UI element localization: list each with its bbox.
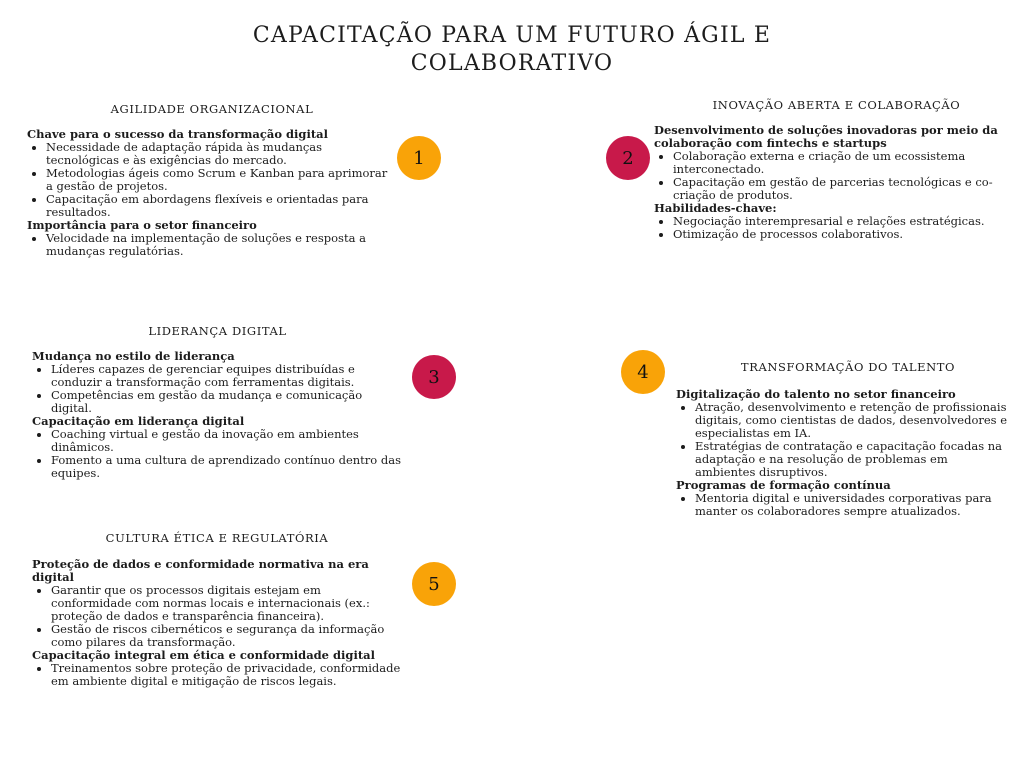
section-heading-inovacao: INOVAÇÃO ABERTA E COLABORAÇÃO	[712, 98, 961, 112]
sub-heading: Mudança no estilo de liderança	[32, 349, 235, 363]
section-number-badge-2: 2	[606, 136, 650, 180]
section-heading-cultura: CULTURA ÉTICA E REGULATÓRIA	[105, 531, 329, 545]
section-number-badge-3: 3	[412, 355, 456, 399]
bullet-list	[27, 232, 397, 258]
bullet-item: • Necessidade de adaptação rápida às mudanças tecnológicas e às exigências do mercado.	[46, 141, 397, 167]
sub-heading: Programas de formação contínua	[676, 478, 891, 492]
bullet-item: • Líderes capazes de gerenciar equipes distribuídas e conduzir a transformação com ferramentas digitais.	[51, 363, 402, 389]
bullet-list	[27, 141, 397, 219]
bullet-item: • Metodologias ágeis como Scrum e Kanban para aprimorar a gestão de projetos.	[46, 167, 397, 193]
bullet-list	[654, 215, 1004, 241]
sub-heading: Importância para o setor financeiro	[27, 218, 257, 232]
bullet-item: • Gestão de riscos cibernéticos e segurança da informação como pilares da transformação.	[51, 623, 402, 649]
bullet-list	[32, 428, 402, 480]
bullet-item: • Velocidade na implementação de soluções e resposta a mudanças regulatórias.	[46, 232, 397, 258]
bullet-item: • Mentoria digital e universidades corporativas para manter os colaboradores sempre atualizados.	[695, 492, 1011, 518]
section-body-inovacao	[654, 124, 1004, 241]
bullet-item: • Coaching virtual e gestão da inovação em ambientes dinâmicos.	[51, 428, 402, 454]
section-body-agilidade	[27, 128, 397, 258]
page-title: CAPACITAÇÃO PARA UM FUTURO ÁGIL E COLABORATIVO	[252, 23, 772, 76]
bullet-list	[654, 150, 1004, 202]
section-body-cultura	[32, 558, 402, 688]
bullet-list	[676, 401, 1011, 479]
sub-heading: Habilidades-chave:	[654, 201, 777, 215]
bullet-item: • Competências em gestão da mudança e comunicação digital.	[51, 389, 402, 415]
bullet-item: • Colaboração externa e criação de um ecossistema interconectado.	[673, 150, 1004, 176]
sub-heading: Chave para o sucesso da transformação digital	[27, 127, 328, 141]
section-heading-agilidade: AGILIDADE ORGANIZACIONAL	[110, 102, 314, 116]
sub-heading: Proteção de dados e conformidade normativa na era digital	[32, 557, 369, 584]
bullet-list	[32, 662, 402, 688]
sub-heading: Digitalização do talento no setor financeiro	[676, 387, 956, 401]
bullet-item: • Capacitação em gestão de parcerias tecnológicas e co-criação de produtos.	[673, 176, 1004, 202]
section-body-talento	[676, 388, 1011, 518]
bullet-item: • Capacitação em abordagens flexíveis e orientadas para resultados.	[46, 193, 397, 219]
section-heading-lideranca: LIDERANÇA DIGITAL	[148, 324, 287, 338]
section-body-lideranca	[32, 350, 402, 480]
bullet-item: • Treinamentos sobre proteção de privacidade, conformidade em ambiente digital e mitigação de riscos legais.	[51, 662, 402, 688]
section-number-badge-1: 1	[397, 136, 441, 180]
sub-heading: Capacitação integral em ética e conformidade digital	[32, 648, 375, 662]
bullet-item: • Otimização de processos colaborativos.	[673, 228, 1004, 241]
section-heading-talento: TRANSFORMAÇÃO DO TALENTO	[740, 360, 956, 374]
bullet-item: • Negociação interempresarial e relações estratégicas.	[673, 215, 1004, 228]
bullet-list	[32, 584, 402, 649]
bullet-list	[676, 492, 1011, 518]
bullet-item: • Garantir que os processos digitais estejam em conformidade com normas locais e internacionais (ex.: proteção de dados e transparência financeira).	[51, 584, 402, 623]
section-number-badge-4: 4	[621, 350, 665, 394]
bullet-list	[32, 363, 402, 415]
sub-heading: Capacitação em liderança digital	[32, 414, 245, 428]
section-number-badge-5: 5	[412, 562, 456, 606]
bullet-item: • Atração, desenvolvimento e retenção de profissionais digitais, como cientistas de dados, desenvolvedores e especialistas em IA.	[695, 401, 1011, 440]
bullet-item: • Fomento a uma cultura de aprendizado contínuo dentro das equipes.	[51, 454, 402, 480]
bullet-item: • Estratégias de contratação e capacitação focadas na adaptação e na resolução de problemas em ambientes disruptivos.	[695, 440, 1011, 479]
sub-heading: Desenvolvimento de soluções inovadoras por meio da colaboração com fintechs e startups	[654, 123, 998, 150]
